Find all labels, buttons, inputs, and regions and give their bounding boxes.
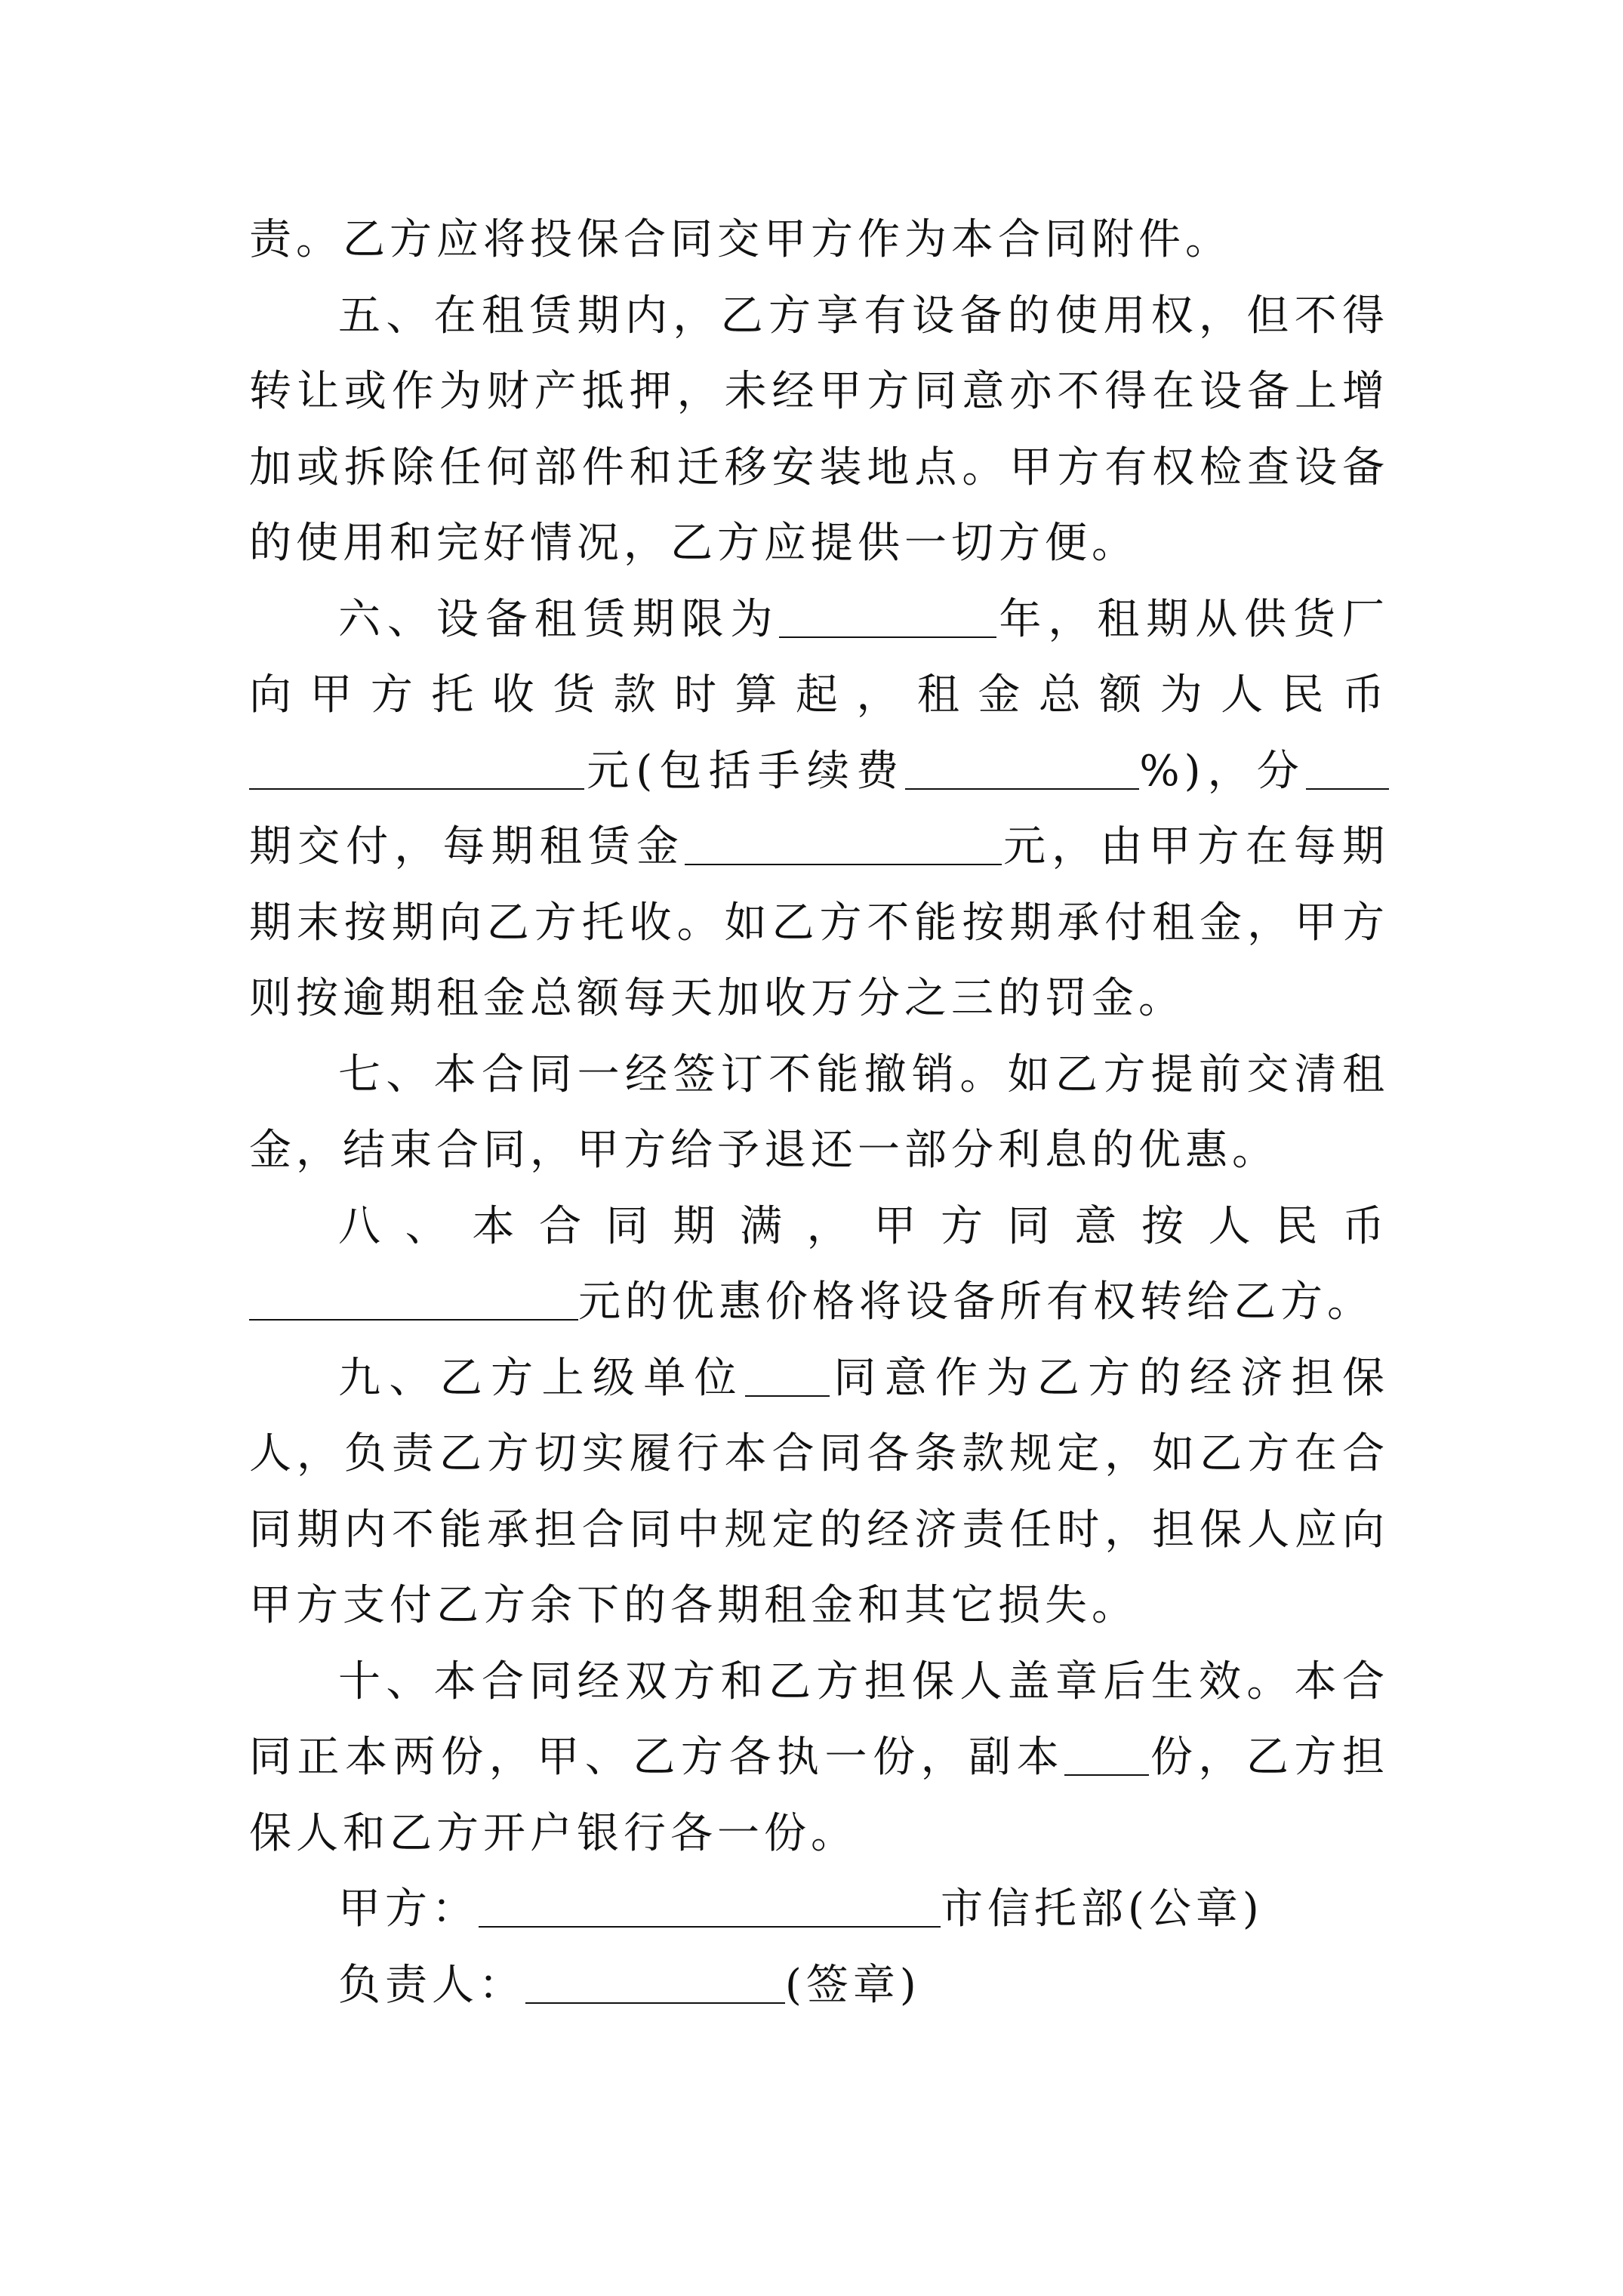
- clause-6-text-f: 元，由甲方在每期期末按期向乙方托收。如乙方不能按期承付租金，甲方则按逾期租金总额每天加收万分之三的罚金。: [249, 822, 1390, 1023]
- clause-6-text-d: %)，分: [1139, 746, 1306, 796]
- clause-6-text-e: 期交付，每期租赁金: [249, 822, 685, 871]
- clause-10-text-b: 份，乙方担保人和乙方开户银行各一份。: [249, 1733, 1390, 1858]
- contract-page: [249, 202, 1389, 2023]
- party-a-blank[interactable]: [479, 1882, 941, 1928]
- clause-6-text-a: 六、设备租赁期限为: [338, 594, 780, 644]
- clause-10-text-a: 十、本合同经双方和乙方担保人盖章后生效。本合同正本两份，甲、乙方各执一份，副本: [249, 1657, 1389, 1782]
- clause-8: [249, 1189, 1389, 1341]
- fee-percent-blank[interactable]: [905, 744, 1139, 790]
- party-a-suffix: 市信托部(公章): [941, 1885, 1264, 1934]
- installment-amount-blank[interactable]: [685, 820, 1002, 865]
- clause-6-text-b: 年，租期从供货厂向甲方托收货款时算起，租金总额为人民币: [249, 594, 1390, 720]
- transfer-price-blank[interactable]: [249, 1275, 578, 1321]
- copies-blank[interactable]: [1064, 1730, 1149, 1776]
- party-a-label: 甲方：: [338, 1885, 479, 1934]
- clause-9: [249, 1341, 1389, 1644]
- person-in-charge-suffix: (签章): [785, 1960, 921, 2010]
- clause-9-text-a: 九、乙方上级单位: [338, 1353, 745, 1403]
- clause-5: 五、在租赁期内，乙方享有设备的使用权，但不得转让或作为财产抵押，未经甲方同意亦不得在设备上增加或拆除任何部件和迁移安装地点。甲方有权检查设备的使用和完好情况，乙方应提供一切方便。: [249, 291, 1389, 568]
- clause-7: 七、本合同一经签订不能撤销。如乙方提前交清租金，结束合同，甲方给予退还一部分利息的优惠。: [249, 1049, 1389, 1175]
- paragraph-continuation: 责。乙方应将投保合同交甲方作为本合同附件。: [249, 215, 1232, 264]
- clause-6: [249, 582, 1389, 1037]
- total-rent-blank[interactable]: [249, 744, 584, 790]
- installments-blank[interactable]: [1306, 744, 1389, 790]
- clause-6-text-c: 元(包括手续费: [584, 746, 906, 796]
- party-a-signature-line: [249, 1872, 1389, 1948]
- clause-9-text-b: 同意作为乙方的经济担保人，负责乙方切实履行本合同各条款规定，如乙方在合同期内不能承担合同中规定的经济责任时，担保人应向甲方支付乙方余下的各期租金和其它损失。: [249, 1353, 1390, 1630]
- person-in-charge-line: [249, 1948, 1389, 2024]
- clause-8-text-b: 元的优惠价格将设备所有权转给乙方。: [578, 1277, 1374, 1327]
- clause-8-text-a: 八、本合同期满，甲方同意按人民币: [338, 1201, 1389, 1251]
- lease-term-blank[interactable]: [779, 593, 996, 638]
- guarantor-unit-blank[interactable]: [745, 1351, 830, 1397]
- person-in-charge-label: 负责人：: [338, 1960, 525, 2010]
- person-in-charge-blank[interactable]: [525, 1959, 785, 2004]
- clause-10: [249, 1644, 1389, 1872]
